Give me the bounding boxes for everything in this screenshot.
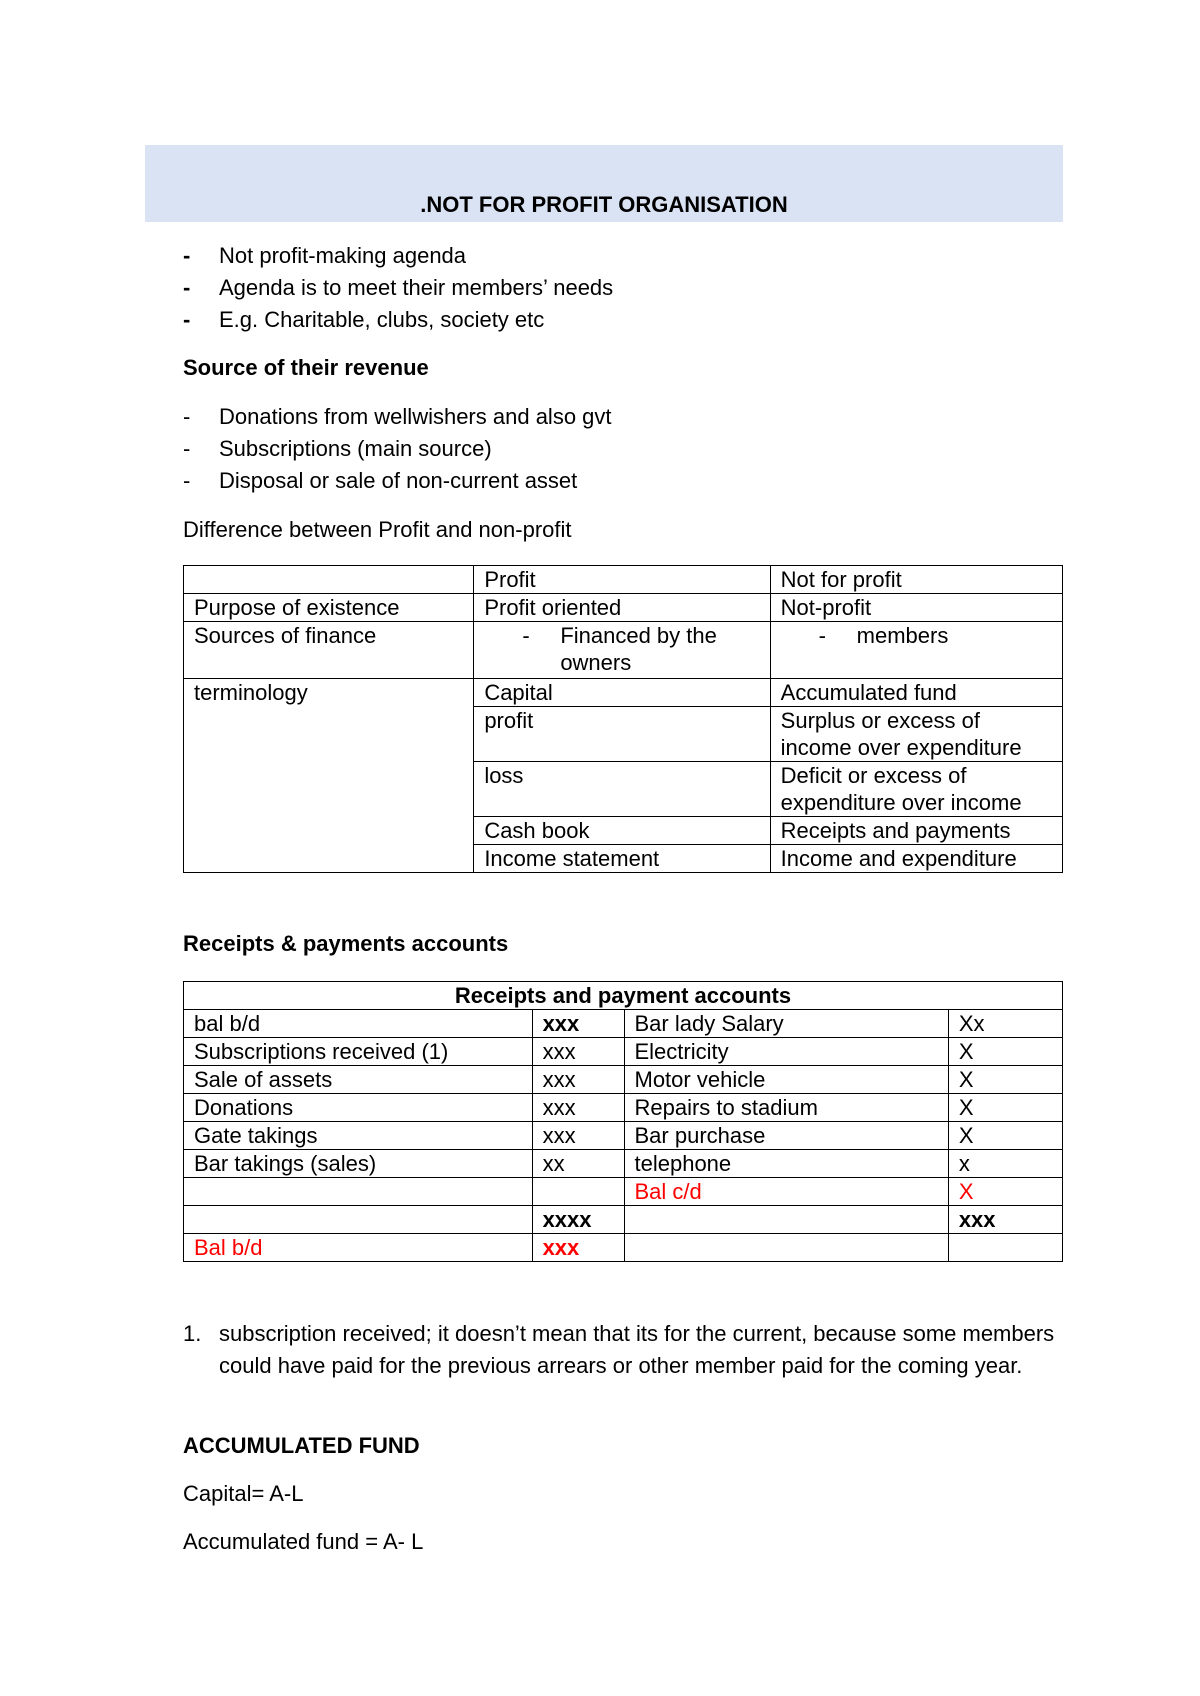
table-row: loss Deficit or excess of expenditure over income bbox=[184, 762, 1063, 817]
list-item: - Subscriptions (main source) bbox=[183, 436, 492, 461]
receipts-payments-heading: Receipts & payments accounts bbox=[183, 931, 509, 956]
bal-cd-label: Bal c/d bbox=[624, 1178, 948, 1206]
table-row: Sale of assets xxx Motor vehicle X bbox=[184, 1066, 1063, 1094]
intro-bullet-list bbox=[183, 240, 613, 336]
table-row: Cash book Receipts and payments bbox=[184, 817, 1063, 845]
table-row: Subscriptions received (1) xxx Electricity X bbox=[184, 1038, 1063, 1066]
formula-accumulated-fund: Accumulated fund = A- L bbox=[183, 1529, 424, 1554]
numbered-note bbox=[183, 1318, 1063, 1382]
formula-capital: Capital= A-L bbox=[183, 1481, 304, 1506]
note-number: 1. bbox=[183, 1321, 202, 1346]
table-row: bal b/d xxx Bar lady Salary Xx bbox=[184, 1010, 1063, 1038]
difference-table bbox=[183, 565, 1063, 873]
list-item: - Disposal or sale of non-current asset bbox=[183, 468, 578, 493]
table-row: terminology Capital Accumulated fund bbox=[184, 679, 1063, 707]
accumulated-fund-heading: ACCUMULATED FUND bbox=[183, 1433, 420, 1458]
receipts-total: xxxx bbox=[532, 1206, 624, 1234]
receipts-payments-table bbox=[183, 981, 1063, 1262]
table-row bbox=[184, 1206, 1063, 1234]
table-row: Bar takings (sales) xx telephone x bbox=[184, 1150, 1063, 1178]
bal-bd-value: xxx bbox=[532, 1234, 624, 1262]
table-row bbox=[184, 1178, 1063, 1206]
revenue-heading: Source of their revenue bbox=[183, 355, 429, 380]
table-row: profit Surplus or excess of income over expenditure bbox=[184, 707, 1063, 762]
list-item: - Not profit-making agenda bbox=[183, 243, 467, 268]
table-row: Purpose of existence Profit oriented Not-profit bbox=[184, 594, 1063, 622]
table-row bbox=[184, 1234, 1063, 1262]
bal-bd-label: Bal b/d bbox=[184, 1234, 533, 1262]
table-row: Profit Not for profit bbox=[184, 566, 1063, 594]
note-text: subscription received; it doesn’t mean that its for the current, because some members could have paid for the previous arrears or other member paid for the coming year. bbox=[219, 1321, 1055, 1378]
list-item: - E.g. Charitable, clubs, society etc bbox=[183, 307, 545, 332]
table-row: Gate takings xxx Bar purchase X bbox=[184, 1122, 1063, 1150]
list-item: - Donations from wellwishers and also gvt bbox=[183, 404, 612, 429]
table-title: Receipts and payment accounts bbox=[184, 982, 1063, 1010]
page-title: .NOT FOR PROFIT ORGANISATION bbox=[420, 192, 788, 217]
table-row: Donations xxx Repairs to stadium X bbox=[184, 1094, 1063, 1122]
bal-cd-value: X bbox=[948, 1178, 1062, 1206]
table-row: Income statement Income and expenditure bbox=[184, 845, 1063, 873]
table-row: Sources of finance - Financed by the owners - members bbox=[184, 622, 1063, 679]
list-item: - Agenda is to meet their members’ needs bbox=[183, 275, 614, 300]
difference-heading: Difference between Profit and non-profit bbox=[183, 517, 572, 542]
title-banner bbox=[145, 145, 1063, 222]
payments-total: xxx bbox=[948, 1206, 1062, 1234]
table-row bbox=[184, 982, 1063, 1010]
revenue-bullet-list bbox=[183, 401, 612, 497]
